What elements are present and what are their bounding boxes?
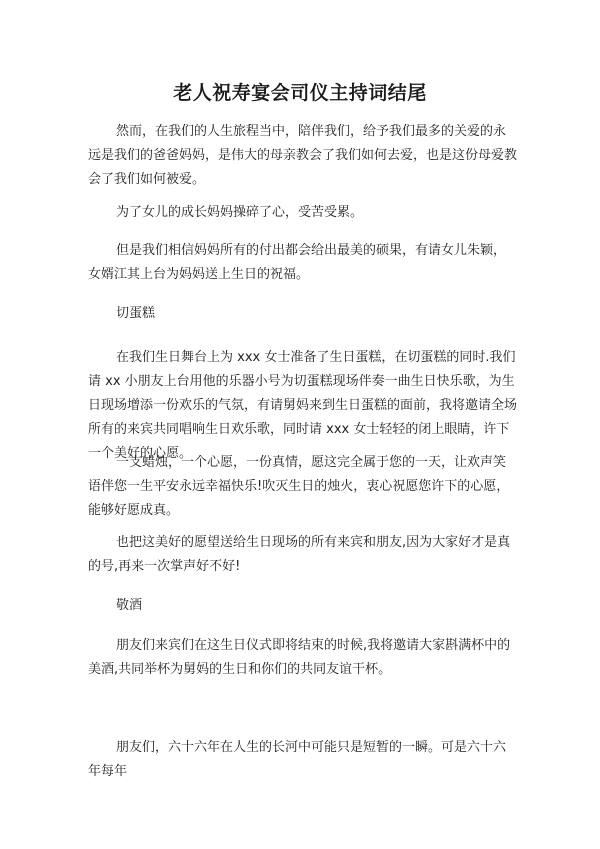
paragraph-7: 朋友们来宾们在这生日仪式即将结束的时候,我将邀请大家斟满杯中的美酒,共同举杯为舅妈的生日和你们的共同友谊干杯。	[88, 638, 511, 677]
paragraph-6: 也把这美好的愿望送给生日现场的所有来宾和朋友,因为大家好才是真的号,再来一次掌声好不好!	[88, 535, 511, 574]
paragraph-1: 然而，在我们的人生旅程当中，陪伴我们，给予我们最多的关爱的永远是我们的爸爸妈妈，是伟大的母亲教会了我们如何去爱，也是这份母爱教会了我们如何被爱。	[88, 124, 518, 187]
paragraph-5: 一支蜡烛，一个心愿，一份真情，愿这完全属于您的一天，让欢声笑语伴您一生平安永远幸福快乐!吹灭生日的烛火，衷心祝愿您许下的心愿，能够好愿成真。	[88, 455, 510, 518]
paragraph-3: 但是我们相信妈妈所有的付出都会给出最美的硕果，有请女儿朱颖，女婿江其上台为妈妈送上生日的祝福。	[88, 243, 507, 282]
section-heading-toast: 敬酒	[116, 598, 143, 613]
paragraph-2: 为了女儿的成长妈妈操碎了心，受苦受累。	[116, 205, 364, 220]
document-title: 老人祝寿宴会司仪主持词结尾	[173, 82, 427, 104]
paragraph-8: 朋友们，六十六年在人生的长河中可能只是短暂的一瞬。可是六十六年每年	[88, 740, 507, 779]
paragraph-4: 在我们生日舞台上为 xxx 女士准备了生日蛋糕，在切蛋糕的同时.我们请 xx 小朋友上台用他的乐器小号为切蛋糕现场伴奏一曲生日快乐歌，为生日现场增添一份欢乐的气氛，有请舅妈来到生日蛋糕的面前，我将邀请全场所有的来宾共同唱响生日欢乐歌，同时请 xxx 女士轻轻的闭上眼睛，许下一个美好的心愿。	[88, 350, 518, 461]
section-heading-cut-cake: 切蛋糕	[116, 306, 156, 321]
